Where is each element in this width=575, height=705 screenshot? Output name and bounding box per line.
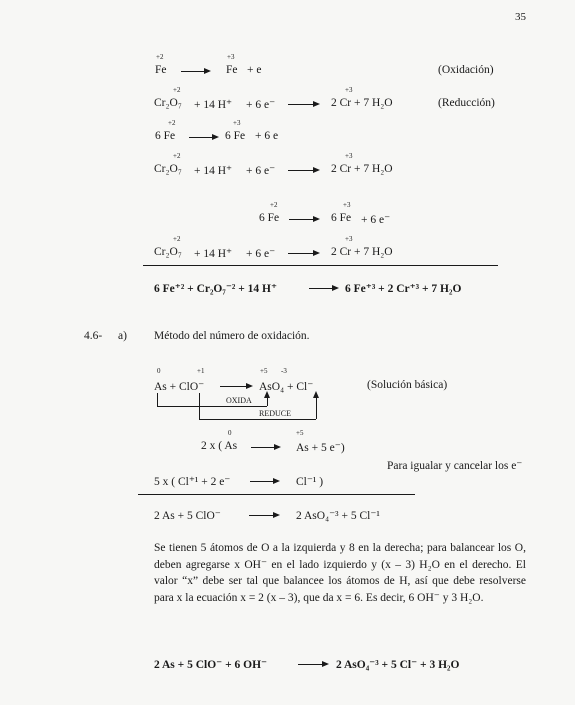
final-left: 2 As + 5 ClO⁻ + 6 OH⁻ xyxy=(154,659,268,671)
sum-rule xyxy=(138,494,415,495)
final-right: 2 AsO₄⁻³ + 5 Cl⁻ + 3 H₂O xyxy=(336,659,460,671)
species: Cr₂O₇ xyxy=(154,246,182,258)
reaction-arrow xyxy=(249,515,278,516)
section-number: 4.6- xyxy=(84,330,103,342)
reaction-arrow xyxy=(288,104,318,105)
species: 2 Cr + 7 H₂O xyxy=(331,163,393,175)
reduce-label: REDUCE xyxy=(259,409,291,418)
species: 6 Fe xyxy=(225,130,246,142)
sum-left: 2 As + 5 ClO⁻ xyxy=(154,510,221,522)
half-reaction-left: 5 x ( Cl⁺¹ + 2 e⁻ xyxy=(154,476,231,488)
electron-term: + e xyxy=(247,64,262,76)
products: AsO₄ + Cl⁻ xyxy=(259,381,314,393)
species: 6 Fe xyxy=(331,212,352,224)
sum-right: 2 AsO₄⁻³ + 5 Cl⁻¹ xyxy=(296,510,380,522)
electron-term: + 6 e⁻ xyxy=(361,214,391,226)
ox-state: +2 xyxy=(173,152,181,160)
species: 6 Fe xyxy=(155,130,176,142)
ox-state: +1 xyxy=(197,367,205,375)
ox-state: +2 xyxy=(173,86,181,94)
subsection-label: a) xyxy=(118,330,127,342)
oxida-label: OXIDA xyxy=(226,396,252,405)
reduce-bracket xyxy=(199,393,200,419)
condition-note: (Solución básica) xyxy=(367,379,448,391)
reduce-bracket xyxy=(316,396,317,419)
species: 2 Cr + 7 H₂O xyxy=(331,246,393,258)
page-number: 35 xyxy=(515,11,526,23)
species: Fe xyxy=(226,64,238,76)
reduce-bracket xyxy=(199,419,316,420)
ox-state: +2 xyxy=(168,119,176,127)
ox-state: +2 xyxy=(173,235,181,243)
oxida-arrowhead xyxy=(264,391,270,398)
electron-term: + 6 e⁻ xyxy=(246,248,276,260)
reaction-arrow xyxy=(298,664,327,665)
ox-state: +3 xyxy=(345,86,353,94)
total-left: 6 Fe⁺² + Cr₂O₇⁻² + 14 H⁺ xyxy=(154,283,278,295)
reaction-arrow xyxy=(288,253,318,254)
ox-state: +2 xyxy=(156,53,164,61)
explanation-paragraph: Se tienen 5 átomos de O a la izquierda y 8 en la derecha; para balancear los O, deben agregarse x OH⁻ en el lado izquierdo y (x – 3) H₂O en el derecho. El valor “x” debe ser tal que balancee los átomos de H, así que debe resolverse para x la ecuación x = 2 (x – 3), que da x = 6. Es decir, 6 OH⁻ y 3 H₂O. xyxy=(154,542,526,604)
reaction-arrow xyxy=(250,481,278,482)
ox-state: +3 xyxy=(345,152,353,160)
ox-state: 0 xyxy=(157,367,161,375)
oxida-bracket xyxy=(157,393,158,406)
ox-state: -3 xyxy=(281,367,287,375)
species: Fe xyxy=(155,64,167,76)
ox-state: +5 xyxy=(260,367,268,375)
species: 2 Cr + 7 H₂O xyxy=(331,97,393,109)
ox-state: +3 xyxy=(343,201,351,209)
oxida-bracket xyxy=(157,406,267,407)
reduce-arrowhead xyxy=(313,391,319,398)
half-reaction-right: As + 5 e⁻) xyxy=(296,442,345,454)
reaction-arrow xyxy=(220,386,251,387)
ox-state: +3 xyxy=(233,119,241,127)
reaction-arrow xyxy=(181,71,209,72)
half-reaction-right: Cl⁻¹ ) xyxy=(296,476,324,488)
electron-term: + 6 e⁻ xyxy=(246,99,276,111)
ox-state: 0 xyxy=(228,429,232,437)
reaction-arrow xyxy=(189,137,217,138)
reaction-arrow xyxy=(251,447,279,448)
half-reaction-note: (Oxidación) xyxy=(438,64,494,76)
electron-term: + 6 e⁻ xyxy=(246,165,276,177)
electron-term: + 6 e xyxy=(255,130,279,142)
total-right: 6 Fe⁺³ + 2 Cr⁺³ + 7 H₂O xyxy=(345,283,462,295)
ox-state: +5 xyxy=(296,429,304,437)
ox-state: +3 xyxy=(227,53,235,61)
half-reaction-note: (Reducción) xyxy=(438,97,495,109)
reaction-arrow xyxy=(309,288,337,289)
half-reaction-left: 2 x ( As xyxy=(201,440,238,452)
equalize-note: Para igualar y cancelar los e⁻ xyxy=(387,460,523,472)
species: + 14 H⁺ xyxy=(194,248,233,260)
reaction-arrow xyxy=(288,170,318,171)
reactants: As + ClO⁻ xyxy=(154,381,205,393)
species: + 14 H⁺ xyxy=(194,165,233,177)
reaction-arrow xyxy=(289,219,318,220)
species: 6 Fe xyxy=(259,212,280,224)
ox-state: +2 xyxy=(270,201,278,209)
sum-rule xyxy=(143,265,498,266)
section-title: Método del número de oxidación. xyxy=(154,330,310,342)
species: Cr₂O₇ xyxy=(154,163,182,175)
species: + 14 H⁺ xyxy=(194,99,233,111)
ox-state: +3 xyxy=(345,235,353,243)
species: Cr₂O₇ xyxy=(154,97,182,109)
